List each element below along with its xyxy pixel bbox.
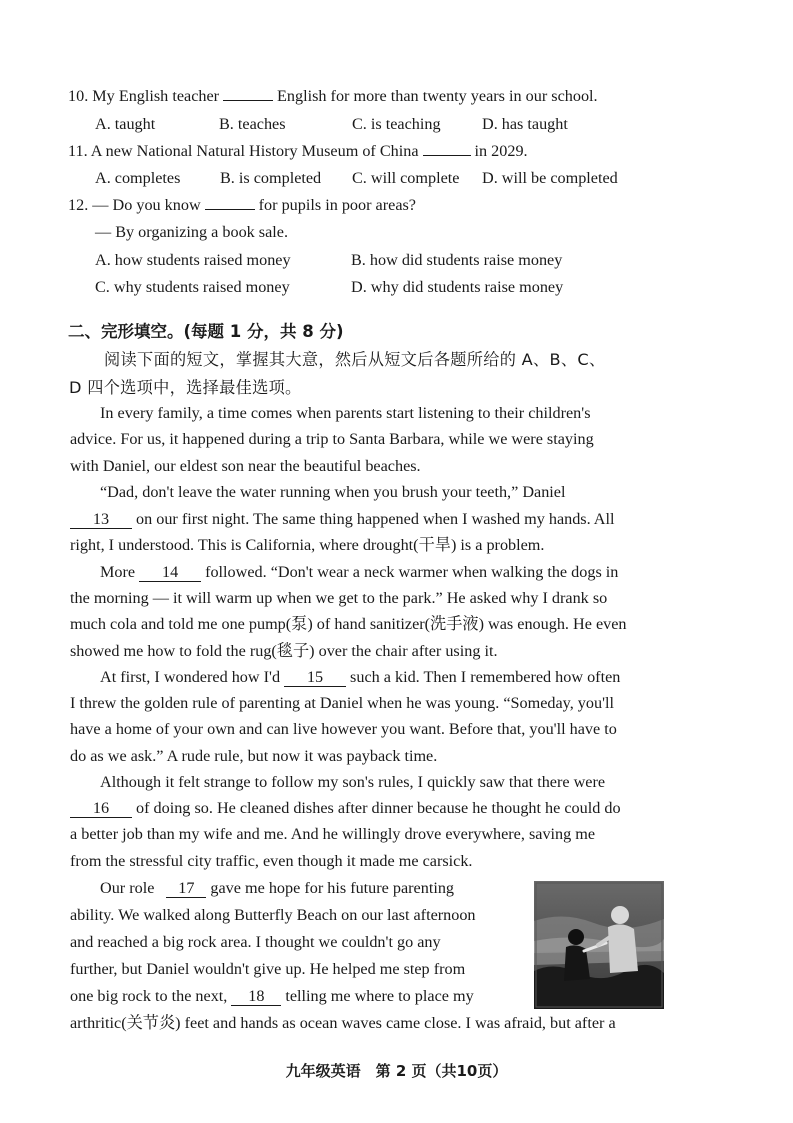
option-b: B. teaches bbox=[219, 115, 286, 133]
question-stem: 10. My English teacher bbox=[68, 87, 220, 105]
beach-rock-photo bbox=[534, 881, 664, 1009]
passage-line: a better job than my wife and me. And he willingly drove everywhere, saving me bbox=[70, 825, 596, 843]
option-d: D. will be completed bbox=[482, 169, 618, 187]
option-d: D. has taught bbox=[482, 115, 568, 133]
passage-text: of doing so. He cleaned dishes after dinner because he thought he could do bbox=[136, 799, 621, 817]
passage-line: arthritic(关节炎) feet and hands as ocean waves came close. I was afraid, but after a bbox=[70, 1014, 616, 1032]
answer-blank bbox=[205, 209, 255, 210]
question-11 bbox=[68, 141, 528, 161]
passage-line: In every family, a time comes when parents start listening to their children's bbox=[100, 404, 591, 422]
cloze-blank-18: 18 bbox=[231, 988, 281, 1006]
passage-line: further, but Daniel wouldn't give up. He helped me step from bbox=[70, 960, 466, 978]
page-footer: 九年级英语 第 2 页（共10页） bbox=[285, 1062, 508, 1080]
passage-line: and reached a big rock area. I thought we couldn't go any bbox=[70, 933, 441, 951]
passage-line: right, I understood. This is California, where drought(干旱) is a problem. bbox=[70, 536, 545, 554]
question-10-options bbox=[95, 114, 568, 134]
passage-line: have a home of your own and can live however you want. Before that, you'll have to bbox=[70, 720, 617, 738]
section-title: 二、完形填空。(每题 1 分，共 8 分) bbox=[68, 322, 344, 341]
question-12-options-cd bbox=[95, 277, 563, 297]
passage-text: followed. “Don't wear a neck warmer when walking the dogs in bbox=[205, 563, 619, 581]
passage-line bbox=[70, 509, 615, 529]
question-12-answer-line: — By organizing a book sale. bbox=[95, 223, 289, 241]
passage-line: the morning — it will warm up when we get to the park.” He asked why I drank so bbox=[70, 589, 608, 607]
passage-line bbox=[100, 667, 620, 687]
option-a: A. taught bbox=[95, 115, 156, 133]
passage-line: advice. For us, it happened during a trip to Santa Barbara, while we were staying bbox=[70, 430, 594, 448]
passage-line bbox=[70, 798, 621, 818]
option-c: C. will complete bbox=[352, 169, 460, 187]
passage-text: Our role bbox=[100, 879, 155, 897]
option-c: C. is teaching bbox=[352, 115, 441, 133]
question-stem: 11. A new National Natural History Museum of China bbox=[68, 142, 419, 160]
question-10 bbox=[68, 86, 598, 106]
cloze-blank-14: 14 bbox=[139, 564, 201, 582]
passage-line bbox=[100, 562, 618, 582]
option-a: A. how students raised money bbox=[95, 251, 291, 269]
question-stem: in 2029. bbox=[474, 142, 528, 160]
question-11-options bbox=[95, 168, 618, 188]
section-instruction: D 四个选项中，选择最佳选项。 bbox=[69, 378, 302, 397]
section-instruction: 阅读下面的短文，掌握其大意，然后从短文后各题所给的 A、B、C、 bbox=[104, 350, 606, 369]
question-stem: 12. — Do you know bbox=[68, 196, 201, 214]
passage-line bbox=[100, 878, 454, 898]
passage-line: much cola and told me one pump(泵) of hand sanitizer(洗手液) was enough. He even bbox=[70, 615, 627, 633]
question-stem: English for more than twenty years in our school. bbox=[277, 87, 598, 105]
cloze-blank-15: 15 bbox=[284, 669, 346, 687]
passage-text: one big rock to the next, bbox=[70, 987, 228, 1005]
passage-text: At first, I wondered how I'd bbox=[100, 668, 281, 686]
option-a: A. completes bbox=[95, 169, 181, 187]
passage-line: ability. We walked along Butterfly Beach on our last afternoon bbox=[70, 906, 476, 924]
photo-illustration bbox=[534, 881, 664, 1009]
passage-line: I threw the golden rule of parenting at Daniel when he was young. “Someday, you'll bbox=[70, 694, 614, 712]
passage-text: gave me hope for his future parenting bbox=[210, 879, 455, 897]
passage-text: telling me where to place my bbox=[285, 987, 474, 1005]
question-12 bbox=[68, 195, 416, 215]
question-stem: for pupils in poor areas? bbox=[258, 196, 416, 214]
option-d: D. why did students raise money bbox=[351, 278, 564, 296]
cloze-blank-16: 16 bbox=[70, 800, 132, 818]
passage-line bbox=[70, 986, 474, 1006]
cloze-blank-13: 13 bbox=[70, 511, 132, 529]
option-c: C. why students raised money bbox=[95, 278, 290, 296]
answer-blank bbox=[423, 155, 471, 156]
passage-line: with Daniel, our eldest son near the beautiful beaches. bbox=[70, 457, 421, 475]
option-b: B. is completed bbox=[220, 169, 322, 187]
question-12-options-ab bbox=[95, 250, 562, 270]
cloze-blank-17: 17 bbox=[166, 880, 206, 898]
passage-line: from the stressful city traffic, even though it made me carsick. bbox=[70, 852, 473, 870]
answer-blank bbox=[223, 100, 273, 101]
passage-line: do as we ask.” A rude rule, but now it was payback time. bbox=[70, 747, 438, 765]
passage-line: Although it felt strange to follow my son's rules, I quickly saw that there were bbox=[100, 773, 606, 791]
passage-line: “Dad, don't leave the water running when you brush your teeth,” Daniel bbox=[100, 483, 566, 501]
passage-line: showed me how to fold the rug(毯子) over the chair after using it. bbox=[70, 642, 498, 660]
option-b: B. how did students raise money bbox=[351, 251, 563, 269]
passage-text: such a kid. Then I remembered how often bbox=[350, 668, 621, 686]
passage-text: More bbox=[100, 563, 136, 581]
passage-text: on our first night. The same thing happened when I washed my hands. All bbox=[136, 510, 615, 528]
